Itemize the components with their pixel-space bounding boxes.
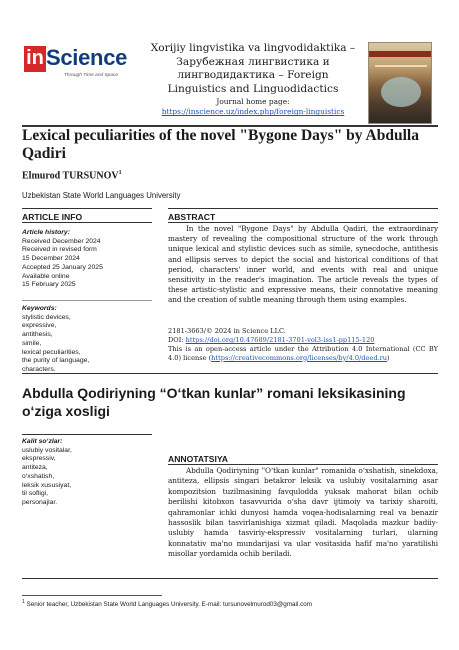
doi-link[interactable]: https://doi.org/10.47689/2181-3701-vol3-iss1-pp115-120	[185, 336, 375, 344]
logo-tagline: Through Time and Space	[64, 73, 119, 78]
license-text: This is an open-access article under the Attribution 4.0 International (CC BY 4.0) license (	[168, 345, 438, 362]
author-footnote-mark[interactable]: 1	[118, 170, 122, 176]
keyword: characters.	[22, 365, 56, 373]
uz-keyword: ekspressiv,	[22, 455, 56, 463]
uz-keywords-label: Kalit so‘zlar:	[22, 438, 63, 445]
annotatsiya-heading: ANNOTATSIYA	[168, 454, 228, 464]
article-title: Lexical peculiarities of the novel "Bygone Days" by Abdulla Qadiri	[22, 127, 419, 162]
keyword: stylistic devices,	[22, 313, 71, 321]
homepage-link[interactable]: https://inscience.uz/index.php/foreign-linguistics	[161, 107, 345, 117]
keywords-block	[22, 305, 89, 375]
journal-title-line: Xorijiy lingvistika va lingvodidaktika –	[150, 42, 356, 54]
annotatsiya-text: Abdulla Qodiriyning "O‘tkan kunlar" romanida o‘xshatish, sinekdoxa, antiteza, ellipsis singari betakror leksik va uslubiy vositalarning asar kompozitsion tuzilmasining favqulodda yuksak mahorat bilan ochib berilishi kitobxon tasavvurida o‘sha davr ijtimoiy va tarixiy sharoiti, qahramonlar ichki dunyosi hamda voqea-hodisalarning real va benazir hassoslik bilan tasvirlanishiga xizmat qiladi. Maqolada mazkur badiiy-uslubiy hamda tasviriy-ekspressiv vositalarning turlari, ularning konnatativ ma'no mundarijasi va ular vositasida hafif ma'no yaratilishi misollar yordamida ochib beriladi.	[168, 466, 438, 559]
bottom-divider	[22, 578, 438, 579]
logo-wordmark: Science	[46, 45, 128, 70]
keywords-label: Keywords:	[22, 305, 57, 312]
license-note	[168, 345, 438, 362]
abstract-top-rule	[168, 208, 438, 209]
history-label: Article history:	[22, 229, 70, 236]
author-name	[22, 170, 122, 181]
doi-label: DOI:	[168, 336, 184, 344]
info-heading-rule	[22, 222, 152, 223]
uz-keyword: personajlar.	[22, 498, 58, 506]
info-top-rule	[22, 208, 152, 209]
history-line: 15 February 2025	[22, 281, 76, 289]
section-divider	[22, 373, 438, 374]
publisher-logo	[24, 44, 142, 88]
footnote-rule	[22, 595, 162, 596]
journal-cover-image	[368, 42, 432, 124]
uz-keyword: o‘xshatish,	[22, 472, 55, 480]
abstract-text: In the novel "Bygone Days" by Abdulla Qadiri, the extraordinary mastery of revealing the compositional structure of the work through unique lexical and stylistic devices such as simile, synecdoche, antithesis and ellipsis serves to depict the social and historical conditions of that period, characters' inner world, and events with real and unique sensitivity in the reader's imagination. The article reveals the types of these artistic-stylistic and expressive means, their connotative meaning and the creation of subtle meaning through them using examples.	[168, 224, 438, 305]
journal-title-line: лингводидактика – Foreign	[177, 69, 329, 82]
keyword: lexical peculiarities,	[22, 348, 81, 356]
journal-header	[146, 42, 360, 117]
uz-keywords-block	[22, 438, 72, 508]
cover-artwork	[381, 77, 421, 107]
cover-band	[369, 51, 431, 57]
uz-keywords-top-rule	[22, 434, 152, 435]
author-affiliation: Uzbekistan State World Languages University	[22, 191, 181, 200]
cover-rule	[375, 65, 427, 67]
history-line: 15 December 2024	[22, 255, 80, 263]
author-text: Elmurod TURSUNOV	[22, 170, 119, 182]
annotatsiya-heading-rule	[168, 464, 438, 465]
footnote-mark: 1	[22, 599, 25, 605]
keyword: antithesis,	[22, 331, 53, 339]
history-line: Accepted 25 January 2025	[22, 263, 103, 271]
issn-line: 2181-3663/© 2024 in Science LLC.	[168, 327, 286, 335]
abstract-heading: ABSTRACT	[168, 212, 216, 222]
license-end: )	[387, 353, 390, 362]
history-rule	[22, 300, 152, 301]
history-line: Received in revised form	[22, 246, 97, 254]
journal-title-line: Linguistics and Linguodidactics	[167, 82, 339, 95]
journal-title-line: Зарубежная лингвистика и	[176, 55, 330, 68]
history-line: Available online	[22, 272, 70, 280]
keyword: the purity of language,	[22, 357, 90, 365]
keyword: simile,	[22, 339, 42, 347]
uz-keyword: til sofligi,	[22, 490, 49, 498]
uz-keyword: antiteza,	[22, 464, 48, 472]
keyword: expressive,	[22, 322, 57, 330]
history-line: Received December 2024	[22, 237, 101, 245]
footnote-text: Senior teacher, Uzbekistan State World Languages University. E-mail: tursunovelmurod03@gmail.com	[26, 601, 312, 609]
uz-keyword: leksik xususiyat,	[22, 481, 72, 489]
doi-line	[168, 336, 438, 345]
article-info-heading: ARTICLE INFO	[22, 212, 83, 222]
abstract-heading-rule	[168, 222, 438, 223]
uz-keyword: uslubiy vositalar,	[22, 446, 72, 454]
license-link[interactable]: https://creativecommons.org/licenses/by/4.0/deed.ru	[211, 353, 388, 362]
author-footnote	[22, 599, 438, 608]
uzbek-title: Abdulla Qodiriyning “O‘tkan kunlar” romani leksikasining o‘ziga xosligi	[22, 385, 406, 419]
logo-in-mark: in	[24, 46, 46, 72]
homepage-label: Journal home page:	[216, 97, 290, 107]
article-history	[22, 229, 103, 290]
